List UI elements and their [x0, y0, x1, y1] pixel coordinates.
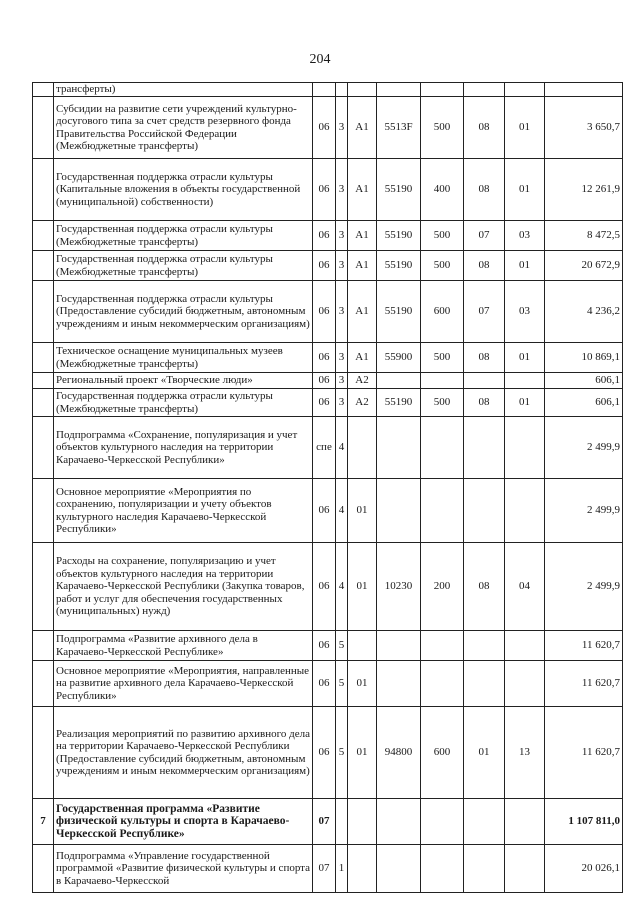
code-event: 01: [348, 543, 377, 631]
row-amount: 8 472,5: [545, 221, 623, 251]
code-expense-type: [421, 845, 464, 893]
row-number: 7: [33, 799, 54, 845]
code-direction: 55190: [377, 251, 421, 281]
code-expense-type: 400: [421, 159, 464, 221]
code-subsection: 01: [505, 97, 545, 159]
row-name: Техническое оснащение муниципальных музеев (Межбюджетные трансферты): [54, 343, 313, 373]
code-subprogram: 3: [336, 281, 348, 343]
code-direction: 55190: [377, 389, 421, 417]
code-section: 08: [464, 159, 505, 221]
code-event: А2: [348, 373, 377, 389]
row-number: [33, 97, 54, 159]
row-amount: 2 499,9: [545, 417, 623, 479]
code-event: [348, 83, 377, 97]
row-amount: 20 672,9: [545, 251, 623, 281]
code-section: 08: [464, 389, 505, 417]
code-direction: [377, 479, 421, 543]
row-amount: 11 620,7: [545, 631, 623, 661]
code-section: [464, 417, 505, 479]
row-amount: 1 107 811,0: [545, 799, 623, 845]
row-name: Государственная программа «Развитие физической культуры и спорта в Карачаево-Черкесской Республике»: [54, 799, 313, 845]
table-row: [33, 799, 623, 845]
row-name: Государственная поддержка отрасли культуры (Межбюджетные трансферты): [54, 389, 313, 417]
code-expense-type: [421, 417, 464, 479]
code-subsection: 13: [505, 707, 545, 799]
row-name: Региональный проект «Творческие люди»: [54, 373, 313, 389]
code-event: А1: [348, 281, 377, 343]
code-section: [464, 479, 505, 543]
row-name: Подпрограмма «Управление государственной программой «Развитие физической культуры и спорта в Карачаево-Черкесской: [54, 845, 313, 893]
code-subsection: 04: [505, 543, 545, 631]
code-section: [464, 799, 505, 845]
code-expense-type: 600: [421, 281, 464, 343]
code-subsection: 03: [505, 281, 545, 343]
code-subprogram: 5: [336, 661, 348, 707]
code-subprogram: 3: [336, 97, 348, 159]
code-event: 01: [348, 661, 377, 707]
code-subprogram: 4: [336, 543, 348, 631]
code-program: 06: [313, 343, 336, 373]
code-expense-type: [421, 83, 464, 97]
code-subprogram: 4: [336, 417, 348, 479]
code-section: 07: [464, 221, 505, 251]
code-direction: [377, 661, 421, 707]
code-program: 06: [313, 707, 336, 799]
row-amount: 11 620,7: [545, 707, 623, 799]
table-row: [33, 543, 623, 631]
code-subsection: 03: [505, 221, 545, 251]
code-direction: [377, 845, 421, 893]
code-expense-type: [421, 373, 464, 389]
code-event: [348, 631, 377, 661]
code-direction: 55190: [377, 281, 421, 343]
code-expense-type: [421, 799, 464, 845]
code-program: 06: [313, 97, 336, 159]
row-number: [33, 159, 54, 221]
code-event: 01: [348, 479, 377, 543]
page-number: 204: [309, 52, 331, 67]
code-subsection: [505, 479, 545, 543]
code-subsection: 01: [505, 251, 545, 281]
table-row: [33, 845, 623, 893]
table-row: [33, 97, 623, 159]
code-direction: 55190: [377, 159, 421, 221]
code-section: 07: [464, 281, 505, 343]
code-section: 08: [464, 543, 505, 631]
row-amount: 12 261,9: [545, 159, 623, 221]
code-subsection: 01: [505, 343, 545, 373]
row-number: [33, 417, 54, 479]
code-expense-type: 500: [421, 221, 464, 251]
code-program: 06: [313, 221, 336, 251]
code-section: [464, 83, 505, 97]
code-expense-type: [421, 631, 464, 661]
table-row: [33, 83, 623, 97]
code-expense-type: 200: [421, 543, 464, 631]
row-name: Субсидии на развитие сети учреждений культурно-досугового типа за счет средств резервного фонда Правительства Российской Федерации (Межбюджетные трансферты): [54, 97, 313, 159]
code-subprogram: 5: [336, 707, 348, 799]
row-number: [33, 221, 54, 251]
table-row: [33, 417, 623, 479]
row-amount: 2 499,9: [545, 543, 623, 631]
row-number: [33, 845, 54, 893]
row-name: Государственная поддержка отрасли культуры (Предоставление субсидий бюджетным, автономным учреждениям и иным некоммерческим организациям): [54, 281, 313, 343]
code-subsection: 01: [505, 159, 545, 221]
table-row: [33, 159, 623, 221]
code-program: [313, 83, 336, 97]
code-subsection: [505, 631, 545, 661]
code-event: А1: [348, 97, 377, 159]
row-number: [33, 479, 54, 543]
row-amount: [545, 83, 623, 97]
code-section: 08: [464, 343, 505, 373]
code-program: 07: [313, 799, 336, 845]
code-event: А1: [348, 159, 377, 221]
code-direction: 55900: [377, 343, 421, 373]
code-section: [464, 845, 505, 893]
code-subprogram: 3: [336, 343, 348, 373]
row-number: [33, 83, 54, 97]
code-section: [464, 661, 505, 707]
code-direction: 94800: [377, 707, 421, 799]
code-expense-type: 600: [421, 707, 464, 799]
row-name: Государственная поддержка отрасли культуры (Межбюджетные трансферты): [54, 251, 313, 281]
table-row: [33, 707, 623, 799]
code-subprogram: 3: [336, 159, 348, 221]
table-row: [33, 479, 623, 543]
row-amount: 10 869,1: [545, 343, 623, 373]
row-number: [33, 373, 54, 389]
code-subprogram: 3: [336, 221, 348, 251]
row-name: Основное мероприятие «Мероприятия по сохранению, популяризации и учету объектов культурного наследия Карачаево-Черкесской Республики»: [54, 479, 313, 543]
code-program: 06: [313, 251, 336, 281]
row-name: трансферты): [54, 83, 313, 97]
row-amount: 2 499,9: [545, 479, 623, 543]
code-subprogram: 3: [336, 389, 348, 417]
code-event: А1: [348, 343, 377, 373]
row-name: Расходы на сохранение, популяризацию и учет объектов культурного наследия на территории Карачаево-Черкесской Республики (Закупка товаров, работ и услуг для обеспечения государственных (муниципальных) нужд): [54, 543, 313, 631]
code-program: 06: [313, 389, 336, 417]
code-expense-type: 500: [421, 343, 464, 373]
table-row: [33, 631, 623, 661]
code-program: 06: [313, 479, 336, 543]
code-subprogram: 1: [336, 845, 348, 893]
code-direction: [377, 799, 421, 845]
code-event: [348, 845, 377, 893]
code-expense-type: 500: [421, 389, 464, 417]
row-number: [33, 661, 54, 707]
code-direction: [377, 417, 421, 479]
code-section: [464, 373, 505, 389]
code-expense-type: [421, 661, 464, 707]
table-row: [33, 373, 623, 389]
code-direction: [377, 373, 421, 389]
code-event: А1: [348, 221, 377, 251]
code-subprogram: 3: [336, 373, 348, 389]
code-program: спе: [313, 417, 336, 479]
row-amount: 11 620,7: [545, 661, 623, 707]
code-event: 01: [348, 707, 377, 799]
code-program: 06: [313, 661, 336, 707]
row-number: [33, 389, 54, 417]
code-expense-type: 500: [421, 97, 464, 159]
table-row: [33, 661, 623, 707]
budget-table: [32, 82, 623, 893]
code-program: 06: [313, 373, 336, 389]
row-name: Реализация мероприятий по развитию архивного дела на территории Карачаево-Черкесской Республики (Предоставление субсидий бюджетным, автономным учреждениям и иным некоммерческим организациям): [54, 707, 313, 799]
code-direction: [377, 631, 421, 661]
code-subsection: [505, 417, 545, 479]
code-direction: 5513F: [377, 97, 421, 159]
code-expense-type: 500: [421, 251, 464, 281]
row-amount: 3 650,7: [545, 97, 623, 159]
code-program: 06: [313, 281, 336, 343]
code-subsection: [505, 661, 545, 707]
code-program: 06: [313, 543, 336, 631]
code-direction: [377, 83, 421, 97]
code-subprogram: 4: [336, 479, 348, 543]
row-number: [33, 631, 54, 661]
row-number: [33, 281, 54, 343]
row-number: [33, 343, 54, 373]
row-number: [33, 543, 54, 631]
row-amount: 20 026,1: [545, 845, 623, 893]
code-event: А1: [348, 251, 377, 281]
code-subsection: 01: [505, 389, 545, 417]
row-name: Государственная поддержка отрасли культуры (Межбюджетные трансферты): [54, 221, 313, 251]
row-amount: 606,1: [545, 389, 623, 417]
code-program: 07: [313, 845, 336, 893]
code-program: 06: [313, 159, 336, 221]
row-amount: 4 236,2: [545, 281, 623, 343]
row-name: Основное мероприятие «Мероприятия, направленные на развитие архивного дела Карачаево-Черкесской Республики»: [54, 661, 313, 707]
code-subsection: [505, 799, 545, 845]
code-direction: 55190: [377, 221, 421, 251]
row-name: Государственная поддержка отрасли культуры (Капитальные вложения в объекты государственной (муниципальной) собственности): [54, 159, 313, 221]
table-row: [33, 343, 623, 373]
table-row: [33, 389, 623, 417]
code-event: [348, 799, 377, 845]
table-row: [33, 221, 623, 251]
row-number: [33, 707, 54, 799]
code-expense-type: [421, 479, 464, 543]
code-direction: 10230: [377, 543, 421, 631]
row-name: Подпрограмма «Развитие архивного дела в Карачаево-Черкесской Республике»: [54, 631, 313, 661]
code-subsection: [505, 83, 545, 97]
row-amount: 606,1: [545, 373, 623, 389]
code-section: 08: [464, 97, 505, 159]
code-event: [348, 417, 377, 479]
code-section: 01: [464, 707, 505, 799]
table-row: [33, 251, 623, 281]
table-row: [33, 281, 623, 343]
code-program: 06: [313, 631, 336, 661]
row-number: [33, 251, 54, 281]
code-subprogram: [336, 83, 348, 97]
code-subprogram: 5: [336, 631, 348, 661]
code-subsection: [505, 845, 545, 893]
code-section: [464, 631, 505, 661]
code-event: А2: [348, 389, 377, 417]
code-section: 08: [464, 251, 505, 281]
code-subprogram: 3: [336, 251, 348, 281]
code-subsection: [505, 373, 545, 389]
code-subprogram: [336, 799, 348, 845]
row-name: Подпрограмма «Сохранение, популяризация и учет объектов культурного наследия на территории Карачаево-Черкесской Республики»: [54, 417, 313, 479]
